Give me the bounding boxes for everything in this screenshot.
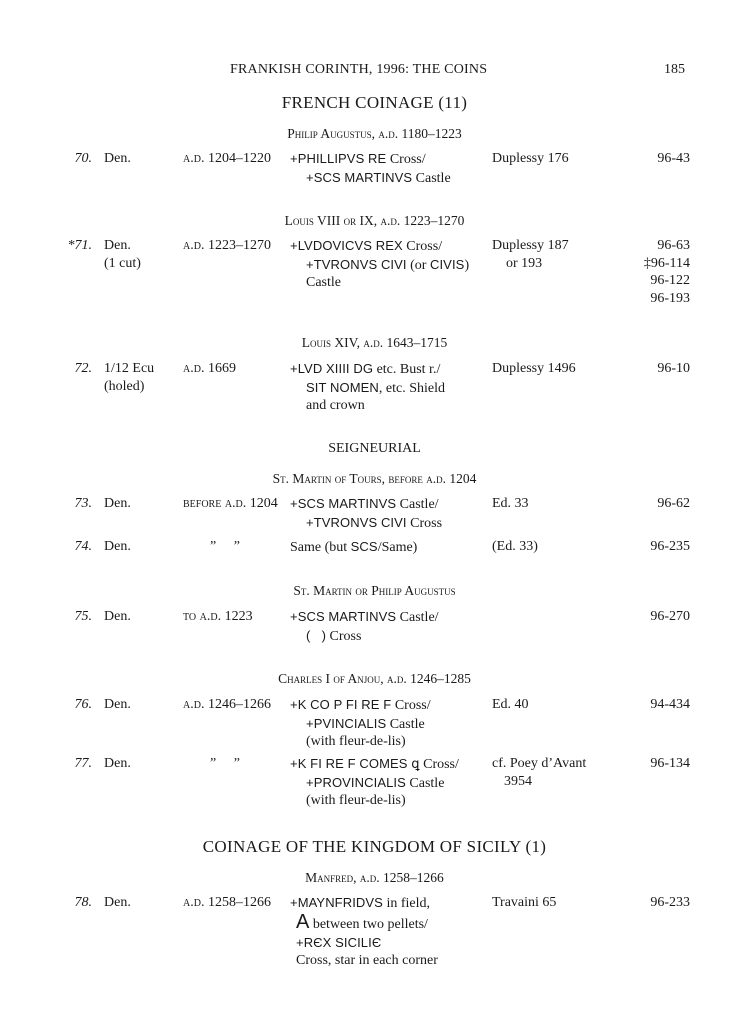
legend	[290, 150, 451, 187]
ditto-marks: ” ”	[210, 539, 240, 554]
date: a.d. 1669	[183, 361, 236, 376]
reference: Ed. 33	[492, 496, 529, 511]
denomination: Den.	[104, 609, 131, 624]
ruler-heading-charles: Charles I of Anjou, a.d. 1246–1285	[278, 671, 471, 686]
denomination: 1/12 Ecu (holed)	[104, 361, 155, 394]
legend: +LVDOVICVS REX Cross/ +TVRONVS CIVI (or CIVIS) Castle	[290, 238, 470, 290]
reference: (Ed. 33)	[492, 539, 538, 554]
date: a.d. 1246–1266	[183, 697, 271, 712]
legend: Same (but SCS/Same)	[290, 539, 418, 555]
legend	[290, 608, 439, 645]
section-heading-sicily: COINAGE OF THE KINGDOM OF SICILY (1)	[202, 837, 547, 856]
denomination: Den.	[104, 895, 131, 910]
denomination: Den.	[104, 539, 131, 554]
date: a.d. 1258–1266	[183, 895, 271, 910]
obverse-legend: +LVDOVICVS REX	[290, 238, 403, 253]
date: before a.d. 1204	[183, 496, 278, 511]
legend-variant: SCS	[350, 539, 378, 554]
page-number: 185	[664, 62, 685, 77]
inventory-number: 94-434	[650, 697, 690, 712]
inventory-number: 96-270	[650, 609, 690, 624]
reverse-legend: +TVRONVS CIVI	[306, 256, 407, 272]
reverse-type: Castle	[386, 716, 425, 732]
entry-number: 73.	[74, 496, 92, 511]
reverse-legend: SIT NOMEN	[306, 379, 379, 395]
denomination: Den.	[104, 151, 131, 166]
denomination-note: (1 cut)	[104, 255, 141, 271]
entry-number: *71.	[67, 238, 92, 253]
denomination: Den.	[104, 496, 131, 511]
reverse-type: Cross	[406, 515, 443, 531]
reference: Travaini 65	[492, 895, 557, 910]
running-title: FRANKISH CORINTH, 1996: THE COINS	[230, 62, 488, 77]
ruler-heading-martin: St. Martin of Tours, before a.d. 1204	[272, 471, 477, 486]
obverse-type: in field,	[382, 896, 431, 911]
obverse-type: etc. Bust r./	[373, 362, 441, 377]
obverse-legend: +K CO P FI RE F	[290, 697, 392, 712]
legend: +LVD XIIII DG etc. Bust r./ SIT NOMEN, etc. Shield and crown	[290, 361, 445, 413]
reverse-legend: +PVINCIALIS	[306, 715, 387, 731]
obverse-type: Cross/	[386, 152, 426, 167]
reference: Duplessy 187 or 193	[492, 238, 569, 271]
obverse-type: Cross/	[402, 239, 443, 254]
entry-number: 77.	[74, 756, 92, 771]
denomination-note: (holed)	[104, 378, 145, 394]
inventory-number: 96-62	[657, 496, 690, 511]
denomination: Den. (1 cut)	[104, 238, 141, 271]
reverse-legend: +PROVINCIALIS	[306, 774, 406, 790]
reverse-type: Castle	[306, 275, 341, 290]
reverse-type: , etc. Shield	[378, 380, 445, 396]
denomination: Den.	[104, 756, 131, 771]
obverse-legend: +SCS MARTINVS	[290, 609, 397, 624]
section-heading-french: FRENCH COINAGE (11)	[281, 93, 468, 112]
reverse-type: Castle	[412, 170, 451, 186]
denomination: Den.	[104, 697, 131, 712]
reverse-type: Cross	[326, 628, 362, 644]
reverse-legend: +TVRONVS CIVI	[306, 514, 407, 530]
reference: Ed. 40	[492, 697, 529, 712]
entry-number: 76.	[74, 697, 92, 712]
entry-number: 70.	[74, 151, 92, 166]
ruler-heading-louis-xiv: Louis XIV, a.d. 1643–1715	[301, 335, 448, 350]
obverse-legend: +MAYNFRIDVS	[290, 895, 383, 910]
running-head	[0, 62, 749, 82]
obverse-legend: +SCS MARTINVS	[290, 496, 397, 511]
reference: cf. Poey d’Avant 3954	[492, 756, 587, 789]
legend: +K FI RE F COMES ꝗ Cross/ +PROVINCIALIS Castle (with fleur-de-lis)	[290, 756, 459, 808]
obverse-legend: +K FI RE F COMES ꝗ	[290, 756, 420, 771]
entry-number: 75.	[74, 609, 92, 624]
field-letter: A	[296, 910, 310, 933]
obverse-legend: +PHILLIPVS RE	[290, 151, 387, 166]
inventory-number: 96-235	[650, 539, 690, 554]
ruler-heading-philip: Philip Augustus, a.d. 1180–1223	[287, 126, 462, 141]
ruler-heading-martin-or-philip: St. Martin or Philip Augustus	[293, 583, 456, 598]
obverse-type: Cross/	[419, 757, 459, 772]
date: a.d. 1223–1270	[183, 238, 271, 253]
obverse-legend: +LVD XIIII DG	[290, 361, 374, 376]
date: to a.d. 1223	[183, 609, 253, 624]
inventory-number: 96-43	[657, 151, 690, 166]
reverse-legend: +SCS MARTINVS	[306, 169, 413, 185]
ditto-marks: ” ”	[210, 756, 240, 771]
legend	[290, 495, 442, 532]
section-heading-seigneurial: SEIGNEURIAL	[328, 441, 421, 456]
ruler-heading-manfred: Manfred, a.d. 1258–1266	[305, 870, 444, 885]
legend: +K CO P FI RE F Cross/ +PVINCIALIS Castle (with fleur-de-lis)	[290, 697, 431, 749]
reference: Duplessy 1496	[492, 361, 576, 376]
reverse-legend-variant: CIVIS	[429, 256, 465, 272]
reverse-legend: +RЄX SICILIЄ	[296, 934, 382, 950]
reverse-type: Castle	[405, 775, 445, 791]
inventory-number: 96-10	[657, 361, 690, 376]
reverse-type: Cross, star in each corner	[296, 953, 438, 968]
entry-number: 78.	[74, 895, 92, 910]
ruler-heading-louis: Louis VIII or IX, a.d. 1223–1270	[284, 213, 465, 228]
obverse-type: Cross/	[391, 698, 431, 713]
inventory-number: 96-134	[650, 756, 690, 771]
entry-number: 72.	[74, 361, 92, 376]
legend: +MAYNFRIDVS in field, A between two pellets/ +RЄX SICILIЄ Cross, star in each corner	[290, 895, 438, 968]
inventory-numbers: 96-63 ‡96-114 96-122 96-193	[643, 238, 690, 306]
date: a.d. 1204–1220	[183, 151, 271, 166]
obverse-type: Castle/	[396, 497, 439, 512]
entry-number: 74.	[74, 539, 92, 554]
reference: Duplessy 176	[492, 151, 569, 166]
obverse-type: Castle/	[396, 610, 439, 625]
reverse-legend: ( )	[306, 627, 326, 643]
inventory-number: 96-233	[650, 895, 690, 910]
